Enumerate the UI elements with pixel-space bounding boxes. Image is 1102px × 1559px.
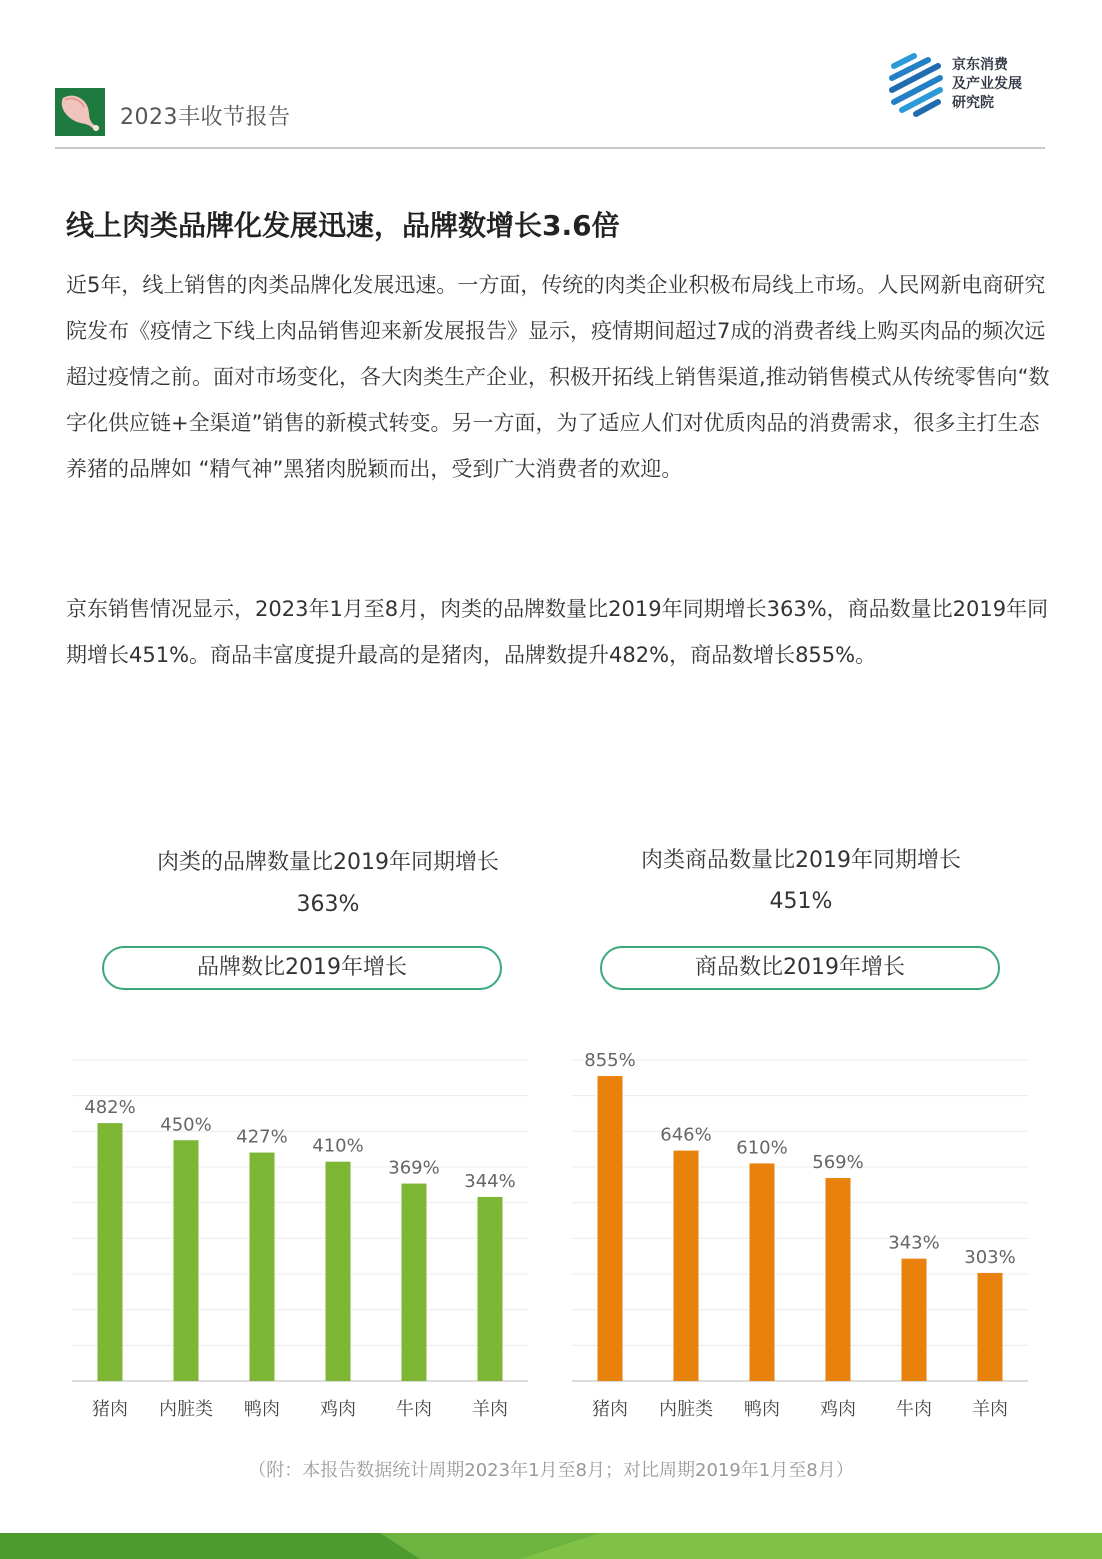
bar — [98, 1123, 123, 1381]
brand-block — [888, 52, 1058, 122]
section-title: 线上肉类品牌化发展迅速，品牌数增长3.6倍 — [66, 209, 620, 242]
x-tick-label: 内脏类 — [159, 1399, 213, 1420]
panel-highlight: 363% — [296, 892, 360, 917]
data-label: 610% — [736, 1137, 788, 1159]
bar — [902, 1259, 927, 1381]
panel-highlight: 451% — [769, 889, 833, 914]
footer-band — [0, 1533, 1102, 1559]
data-label: 482% — [84, 1097, 136, 1119]
brand-line: 及产业发展 — [952, 76, 1022, 92]
panel-heading: 肉类的品牌数量比2019年同期增长 — [157, 850, 499, 875]
brand-name — [952, 56, 1022, 113]
bar — [250, 1153, 275, 1381]
body-paragraph: 京东销售情况显示，2023年1月至8月，肉类的品牌数量比2019年同期增长363%，商品数量比2019年同期增长451%。商品丰富度提升最高的是猪肉，品牌数提升482%，商品数增长855%。 — [66, 597, 1049, 667]
bar — [402, 1184, 427, 1381]
x-tick-label: 牛肉 — [896, 1399, 932, 1420]
bar — [750, 1163, 775, 1381]
brand-line: 京东消费 — [952, 57, 1008, 73]
footnote: （附：本报告数据统计周期2023年1月至8月；对比周期2019年1月至8月） — [248, 1460, 854, 1481]
header-divider — [55, 147, 1045, 149]
data-label: 569% — [812, 1152, 864, 1174]
product-growth-chart — [570, 1040, 1035, 1435]
report-title: 2023丰收节报告 — [120, 105, 291, 130]
bar — [478, 1197, 503, 1381]
data-label: 344% — [464, 1170, 516, 1192]
bar — [174, 1140, 199, 1381]
bar — [598, 1076, 623, 1381]
x-tick-label: 鸡肉 — [820, 1399, 856, 1420]
data-label: 450% — [160, 1114, 212, 1136]
bar — [978, 1273, 1003, 1381]
data-label: 855% — [584, 1050, 636, 1072]
brand-line: 研究院 — [952, 95, 994, 111]
stripes-logo-icon — [888, 52, 946, 118]
chart-label-pill: 商品数比2019年增长 — [600, 946, 1000, 990]
data-label: 343% — [888, 1232, 940, 1254]
chart-label-pill: 品牌数比2019年增长 — [102, 946, 502, 990]
x-tick-label: 内脏类 — [659, 1399, 713, 1420]
x-tick-label: 猪肉 — [592, 1399, 628, 1420]
x-tick-label: 鸭肉 — [244, 1399, 280, 1420]
data-label: 303% — [964, 1246, 1016, 1268]
x-tick-label: 鸭肉 — [744, 1399, 780, 1420]
panel-heading: 肉类商品数量比2019年同期增长 — [641, 848, 961, 873]
bar — [826, 1178, 851, 1381]
data-label: 369% — [388, 1157, 440, 1179]
x-tick-label: 猪肉 — [92, 1399, 128, 1420]
bar — [674, 1151, 699, 1381]
bar — [326, 1162, 351, 1381]
brand-growth-chart — [70, 1040, 535, 1435]
x-tick-label: 牛肉 — [396, 1399, 432, 1420]
x-tick-label: 羊肉 — [472, 1399, 508, 1420]
meat-leg-icon — [55, 88, 105, 136]
x-tick-label: 鸡肉 — [320, 1399, 356, 1420]
data-label: 646% — [660, 1124, 712, 1146]
x-tick-label: 羊肉 — [972, 1399, 1008, 1420]
data-label: 427% — [236, 1126, 288, 1148]
data-label: 410% — [312, 1135, 364, 1157]
body-paragraph: 近5年，线上销售的肉类品牌化发展迅速。一方面，传统的肉类企业积极布局线上市场。人民网新电商研究院发布《疫情之下线上肉品销售迎来新发展报告》显示，疫情期间超过7成的消费者线上购买肉品的频次远超过疫情之前。面对市场变化，各大肉类生产企业，积极开拓线上销售渠道,推动销售模式从传统零售向“数字化供应链+全渠道”销售的新模式转变。另一方面，为了适应人们对优质肉品的消费需求，很多主打生态养猪的品牌如 “精气神”黑猪肉脱颖而出，受到广大消费者的欢迎。 — [66, 273, 1050, 481]
